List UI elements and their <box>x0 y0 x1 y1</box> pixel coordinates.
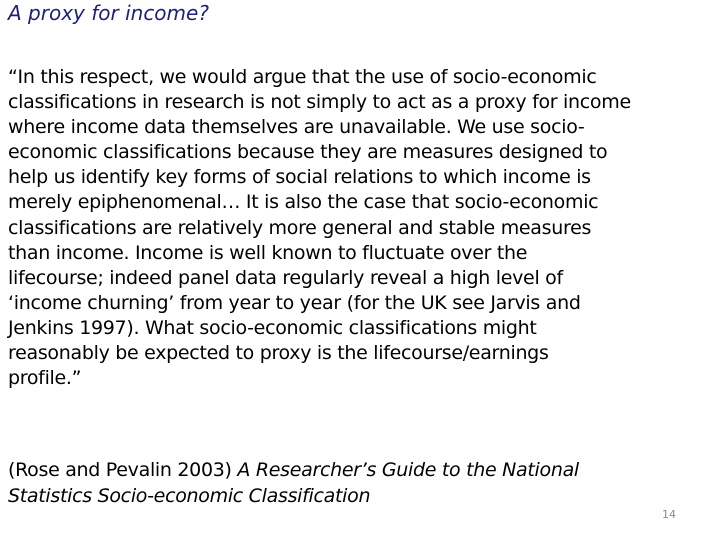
quote-line: Jenkins 1997). What socio-economic classifications might <box>8 316 537 339</box>
quote-block <box>8 65 714 391</box>
quote-line: where income data themselves are unavailable. We use socio- <box>8 116 585 139</box>
quote-line: classifications are relatively more general and stable measures <box>8 216 592 239</box>
page-number: 14 <box>662 508 676 521</box>
slide-title: A proxy for income? <box>8 1 209 25</box>
quote-line: than income. Income is well known to fluctuate over the <box>8 241 528 264</box>
quote-line: reasonably be expected to proxy is the lifecourse/earnings <box>8 342 549 365</box>
quote-line: “In this respect, we would argue that the use of socio-economic <box>8 66 597 88</box>
quote-line: ‘income churning’ from year to year (for the UK see Jarvis and <box>8 291 581 314</box>
citation-title-part-2: Statistics Socio-economic Classification <box>8 484 371 507</box>
citation <box>8 458 714 509</box>
quote-line: merely epiphenomenal… It is also the case that socio-economic <box>8 191 599 214</box>
citation-title-part-1: A Researcher’s Guide to the National <box>237 459 579 481</box>
quote-line: profile.” <box>8 367 82 390</box>
quote-line: classifications in research is not simply to act as a proxy for income <box>8 91 631 114</box>
citation-authors: (Rose and Pevalin 2003) <box>8 459 238 481</box>
quote-line: economic classifications because they are measures designed to <box>8 141 608 164</box>
citation-line-2 <box>8 484 714 510</box>
citation-line-1 <box>8 458 714 484</box>
quote-line: help us identify key forms of social relations to which income is <box>8 166 591 189</box>
quote-line: lifecourse; indeed panel data regularly reveal a high level of <box>8 266 563 289</box>
